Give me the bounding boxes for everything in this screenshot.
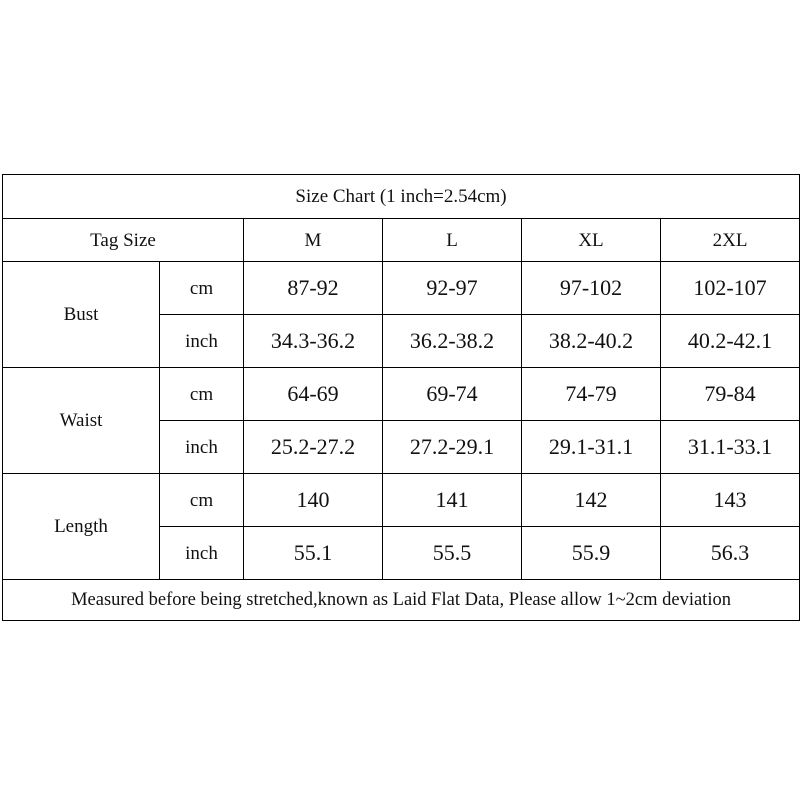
value-cell: 55.9 [522,527,661,580]
value-cell: 31.1-33.1 [661,421,800,474]
table-title: Size Chart (1 inch=2.54cm) [3,175,800,219]
unit-cell: cm [160,474,244,527]
unit-cell: cm [160,262,244,315]
unit-cell: inch [160,315,244,368]
size-header-xl: XL [522,219,661,262]
tag-size-header: Tag Size [3,219,244,262]
unit-cell: inch [160,421,244,474]
value-cell: 29.1-31.1 [522,421,661,474]
value-cell: 74-79 [522,368,661,421]
value-cell: 140 [244,474,383,527]
measurement-label-bust: Bust [3,262,160,368]
value-cell: 79-84 [661,368,800,421]
size-chart-table [2,174,800,621]
unit-cell: cm [160,368,244,421]
value-cell: 69-74 [383,368,522,421]
value-cell: 25.2-27.2 [244,421,383,474]
value-cell: 55.1 [244,527,383,580]
measurement-label-length: Length [3,474,160,580]
value-cell: 97-102 [522,262,661,315]
value-cell: 40.2-42.1 [661,315,800,368]
value-cell: 55.5 [383,527,522,580]
measurement-label-waist: Waist [3,368,160,474]
value-cell: 87-92 [244,262,383,315]
value-cell: 36.2-38.2 [383,315,522,368]
value-cell: 142 [522,474,661,527]
deviation-note: Measured before being stretched,known as Laid Flat Data, Please allow 1~2cm deviation [3,580,800,621]
value-cell: 27.2-29.1 [383,421,522,474]
header-row [3,219,800,262]
value-cell: 38.2-40.2 [522,315,661,368]
value-cell: 92-97 [383,262,522,315]
table-body [3,175,800,621]
value-cell: 141 [383,474,522,527]
value-cell: 143 [661,474,800,527]
size-header-2xl: 2XL [661,219,800,262]
size-header-l: L [383,219,522,262]
table-row [3,262,800,315]
value-cell: 34.3-36.2 [244,315,383,368]
size-header-m: M [244,219,383,262]
value-cell: 56.3 [661,527,800,580]
unit-cell: inch [160,527,244,580]
value-cell: 102-107 [661,262,800,315]
table-row [3,368,800,421]
footer-row [3,580,800,621]
table-row [3,474,800,527]
title-row [3,175,800,219]
value-cell: 64-69 [244,368,383,421]
